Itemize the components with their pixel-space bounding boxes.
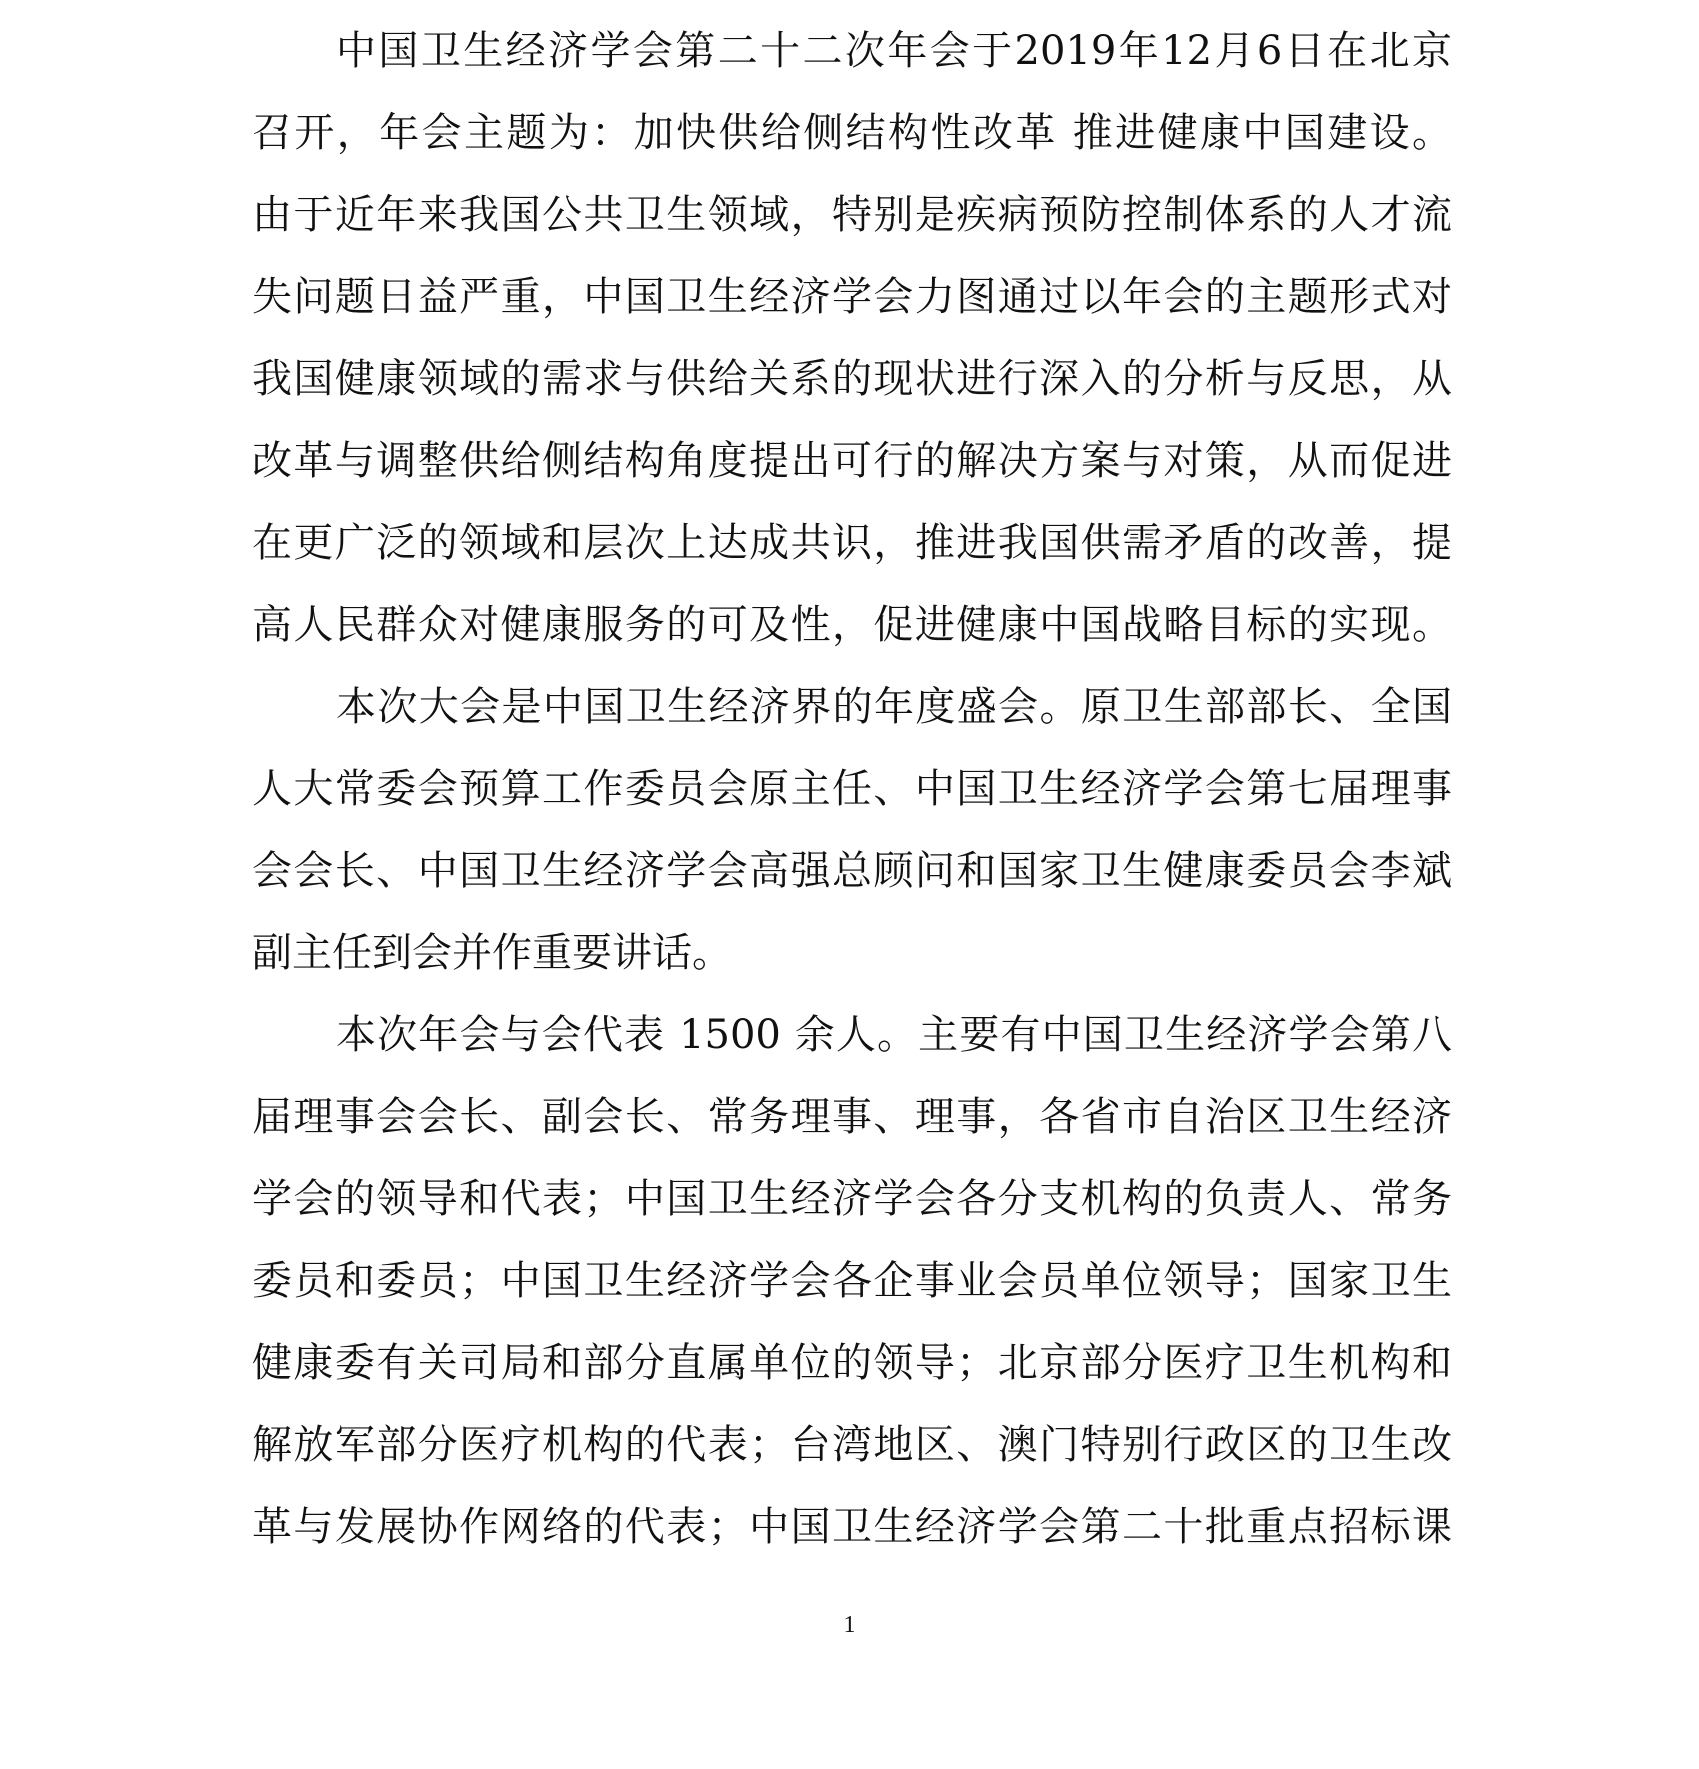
text-line: 本次年会与会代表 1500 余人。主要有中国卫生经济学会第八 [336,1012,1452,1058]
text-line: 委员和委员；中国卫生经济学会各企事业会员单位领导；国家卫生 [252,1258,1452,1304]
text-line: 学会的领导和代表；中国卫生经济学会各分支机构的负责人、常务 [252,1176,1452,1222]
text-line: 在更广泛的领域和层次上达成共识，推进我国供需矛盾的改善，提 [252,520,1452,566]
text-line: 我国健康领域的需求与供给关系的现状进行深入的分析与反思，从 [252,356,1452,402]
page-number: 1 [843,1612,856,1638]
text-line: 解放军部分医疗机构的代表；台湾地区、澳门特别行政区的卫生改 [252,1422,1452,1468]
text-line: 届理事会会长、副会长、常务理事、理事，各省市自治区卫生经济 [252,1094,1452,1140]
body-text [252,10,1452,1568]
text-line: 副主任到会并作重要讲话。 [252,930,732,976]
text-line: 失问题日益严重，中国卫生经济学会力图通过以年会的主题形式对 [252,274,1452,320]
text-line: 健康委有关司局和部分直属单位的领导；北京部分医疗卫生机构和 [252,1340,1452,1386]
paragraph-3 [252,994,1452,1568]
text-line: 本次大会是中国卫生经济界的年度盛会。原卫生部部长、全国 [336,684,1452,730]
text-line: 中国卫生经济学会第二十二次年会于2019年12月6日在北京 [336,28,1452,74]
text-line: 革与发展协作网络的代表；中国卫生经济学会第二十批重点招标课 [252,1504,1452,1550]
text-line: 由于近年来我国公共卫生领域，特别是疾病预防控制体系的人才流 [252,192,1452,238]
text-line: 高人民群众对健康服务的可及性，促进健康中国战略目标的实现。 [252,602,1452,648]
text-line: 改革与调整供给侧结构角度提出可行的解决方案与对策，从而促进 [252,438,1452,484]
text-line: 召开，年会主题为：加快供给侧结构性改革 推进健康中国建设。 [252,110,1452,156]
text-line: 会会长、中国卫生经济学会高强总顾问和国家卫生健康委员会李斌 [252,848,1452,894]
paragraph-1 [252,10,1452,666]
paragraph-2 [252,666,1452,994]
text-line: 人大常委会预算工作委员会原主任、中国卫生经济学会第七届理事 [252,766,1452,812]
